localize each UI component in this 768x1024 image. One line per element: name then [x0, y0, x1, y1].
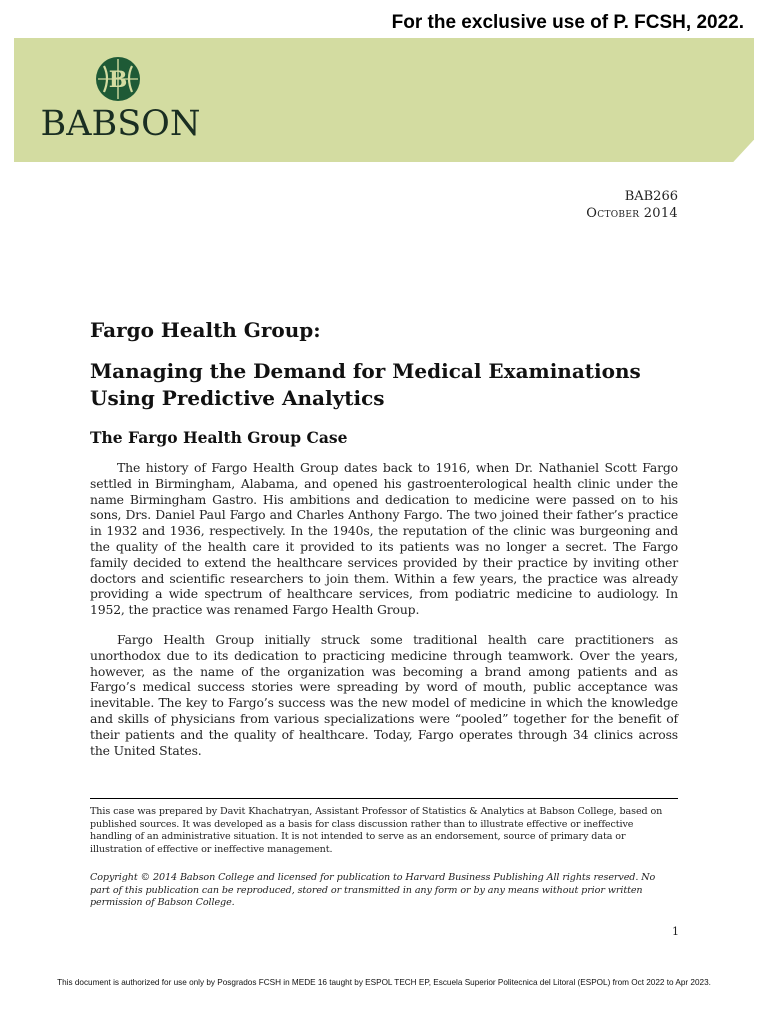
babson-wordmark: BABSON	[40, 104, 201, 144]
svg-text:B: B	[108, 67, 128, 93]
page-number: 1	[672, 925, 679, 938]
footnote-divider	[90, 798, 678, 799]
document-subtitle: Managing the Demand for Medical Examinations Using Predictive Analytics	[90, 359, 641, 410]
case-number: BAB266	[624, 189, 678, 204]
authorization-notice: This document is authorized for use only by Posgrados FCSH in MEDE 16 taught by ESPOL TECH EP, Escuela Superior Politecnica del Litoral (ESPOL) from Oct 2022 to Apr 2023.	[57, 978, 711, 987]
babson-logo	[38, 56, 203, 144]
case-meta	[586, 188, 678, 222]
section-heading: The Fargo Health Group Case	[90, 428, 348, 447]
body-text	[90, 460, 678, 772]
document-title: Fargo Health Group:	[90, 318, 321, 342]
case-date: October 2014	[586, 206, 678, 221]
copyright-notice: Copyright © 2014 Babson College and licensed for publication to Harvard Business Publishing All rights reserved. No part of this publication can be reproduced, stored or transmitted in any form or by any means without prior written permission of Babson College.	[90, 872, 656, 909]
footnote: This case was prepared by Davit Khachatryan, Assistant Professor of Statistics & Analytics at Babson College, based on published sources. It was developed as a basis for class discussion rather than to illustrate effective or ineffective handling of an administrative situation. It is not intended to serve as an endorsement, source of primary data or illustration of effective or ineffective management.	[90, 806, 663, 855]
babson-globe-icon	[94, 56, 146, 104]
paragraph: The history of Fargo Health Group dates back to 1916, when Dr. Nathaniel Scott Fargo settled in Birmingham, Alabama, and opened his gastroenterological health clinic under the name Birmingham Gastro. His ambitions and dedication to medicine were passed on to his sons, Drs. Daniel Paul Fargo and Charles Anthony Fargo. The two joined their father’s practice in 1932 and 1936, respectively. In the 1940s, the reputation of the clinic was burgeoning and the quality of the health care it provided to its patients was no longer a secret. The Fargo family decided to extend the healthcare services provided by their practice by inviting other doctors and scientific researchers to join them. Within a few years, the practice was already providing a wide spectrum of healthcare services, from podiatric medicine to audiology. In 1952, the practice was renamed Fargo Health Group.	[90, 460, 678, 618]
paragraph: Fargo Health Group initially struck some traditional health care practitioners as unorthodox due to its dedication to practicing medicine through teamwork. Over the years, however, as the name of the organization was becoming a brand among patients and as Fargo’s medical success stories were spreading by word of mouth, public acceptance was inevitable. The key to Fargo’s success was the new model of medicine in which the knowledge and skills of physicians from various specializations were “pooled” together for the benefit of their patients and the quality of healthcare. Today, Fargo operates through 34 clinics across the United States.	[90, 631, 678, 758]
exclusive-use-watermark: For the exclusive use of P. FCSH, 2022.	[391, 12, 744, 33]
